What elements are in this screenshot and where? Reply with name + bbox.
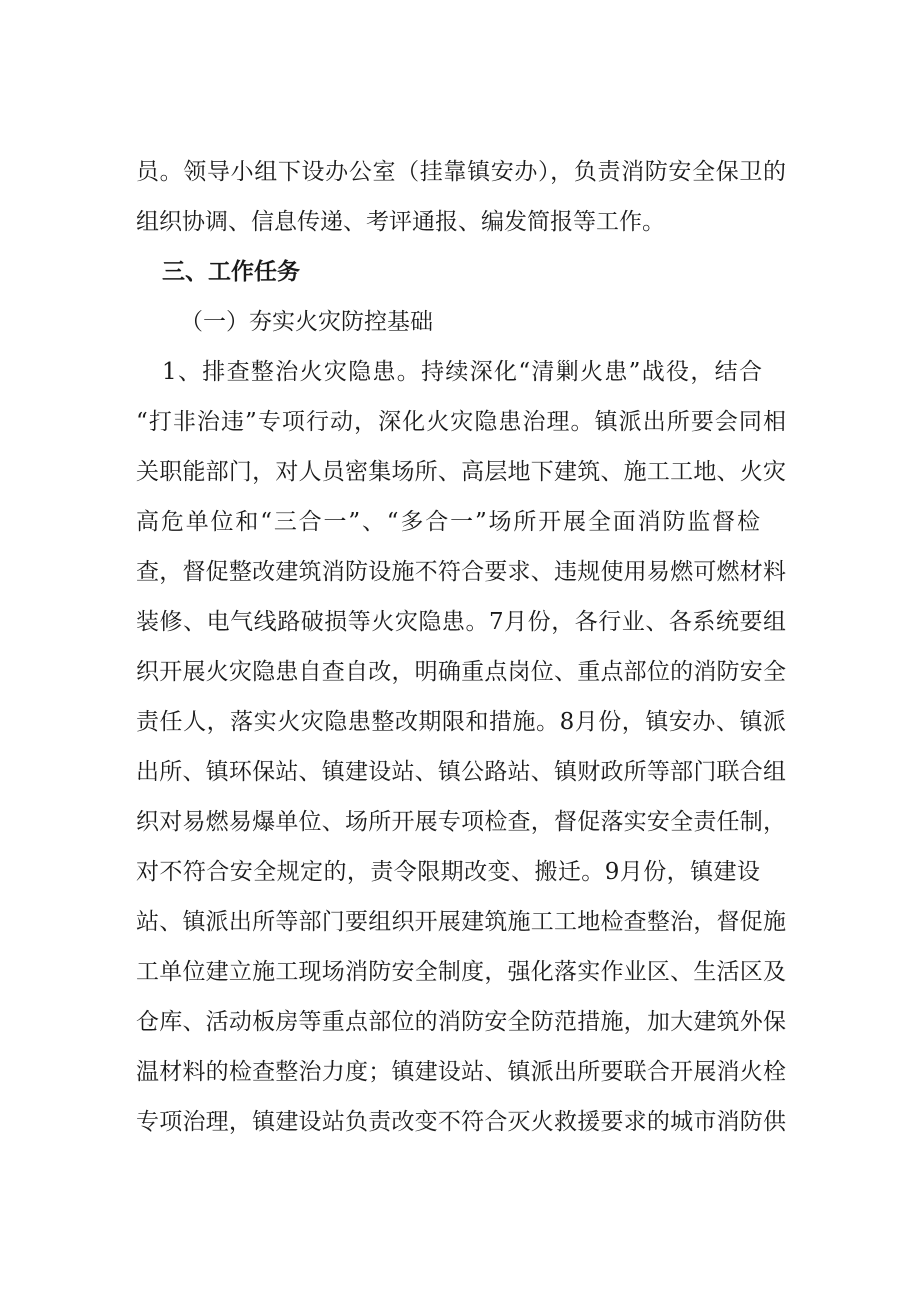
intro-line-2: 组织协调、信息传递、考评通报、编发简报等工作。 <box>136 209 665 235</box>
body-line-12: 站、镇派出所等部门要组织开展建筑施工工地检查整治，督促施 <box>136 909 786 935</box>
body-line-13: 工单位建立施工现场消防安全制度，强化落实作业区、生活区及 <box>136 959 786 985</box>
body-line-1: 1、排查整治火灾隐患。持续深化“清剿火患”战役，结合 <box>162 359 762 385</box>
section-heading: 三、工作任务 <box>162 259 300 285</box>
body-line-16: 专项治理，镇建设站负责改变不符合灭火救援要求的城市消防供 <box>136 1109 786 1135</box>
body-line-6: 装修、电气线路破损等火灾隐患。7月份，各行业、各系统要组 <box>136 609 786 635</box>
body-line-5: 查，督促整改建筑消防设施不符合要求、违规使用易燃可燃材料 <box>136 559 786 585</box>
body-line-3: 关职能部门，对人员密集场所、高层地下建筑、施工工地、火灾 <box>136 459 786 485</box>
body-line-8: 责任人，落实火灾隐患整改期限和措施。8月份，镇安办、镇派 <box>136 709 786 735</box>
body-line-9: 出所、镇环保站、镇建设站、镇公路站、镇财政所等部门联合组 <box>136 759 786 785</box>
body-line-15: 温材料的检查整治力度；镇建设站、镇派出所要联合开展消火栓 <box>136 1059 786 1085</box>
body-line-7: 织开展火灾隐患自查自改，明确重点岗位、重点部位的消防安全 <box>136 659 786 685</box>
body-line-14: 仓库、活动板房等重点部位的消防安全防范措施，加大建筑外保 <box>136 1009 786 1035</box>
subsection-heading: （一）夯实火灾防控基础 <box>180 309 433 335</box>
body-line-2: “打非治违”专项行动，深化火灾隐患治理。镇派出所要会同相 <box>136 409 786 435</box>
body-line-11: 对不符合安全规定的，责令限期改变、搬迁。9月份，镇建设 <box>136 859 760 885</box>
intro-line-1: 员。领导小组下设办公室（挂靠镇安办），负责消防安全保卫的 <box>136 159 786 185</box>
body-line-10: 织对易燃易爆单位、场所开展专项检查，督促落实安全责任制， <box>136 809 786 835</box>
body-line-4: 高危单位和“三合一”、“多合一”场所开展全面消防监督检 <box>136 509 760 535</box>
